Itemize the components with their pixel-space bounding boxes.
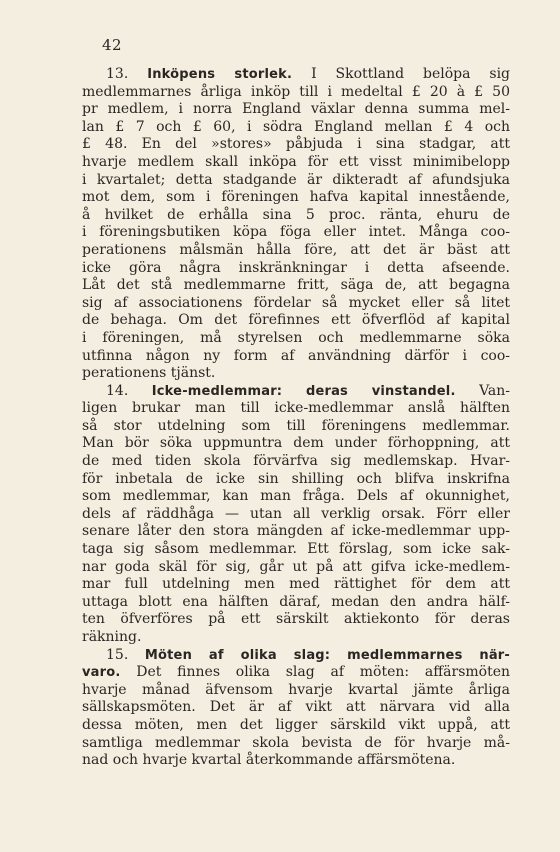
section-heading-continuation: varo.: [82, 665, 121, 681]
text-line: I Skottland belöpa sig: [311, 66, 511, 82]
text-line: sällskapsmöten. Det är af vikt att närvara vid alla: [82, 699, 510, 716]
section-number: 15.: [106, 646, 129, 663]
text-line: de behaga. Om det förefinnes ett öfverflöd af kapital: [82, 312, 510, 329]
text-line: för inbetala de icke sin shilling och blifva inskrifna: [82, 470, 510, 487]
text-line: samtliga medlemmar skola bevista de för hvarje må-: [82, 734, 510, 751]
text-line: sig af associationens fördelar så mycket eller så litet: [82, 294, 510, 311]
text-line: ligen brukar man till icke-medlemmar anslå hälften: [82, 400, 510, 417]
text-line: taga sig såsom medlemmar. Ett förslag, som icke sak-: [82, 541, 510, 558]
text-line: mot dem, som i föreningen hafva kapital innestående,: [82, 189, 510, 206]
text-line: dessa möten, men det ligger särskild vikt uppå, att: [82, 716, 510, 733]
section-number: 13.: [106, 66, 129, 82]
text-line: så stor utdelning som till föreningens medlemmar.: [82, 417, 510, 434]
section-heading: Icke-medlemmar: deras vinstandel.: [151, 383, 456, 399]
text-line: lan £ 7 och £ 60, i södra England mellan £ 4 och: [82, 118, 510, 135]
section-number: 14.: [106, 382, 129, 399]
text-line: medlemmarnes årliga inköp till i medeltal £ 20 à £ 50: [82, 83, 510, 100]
section-heading: Möten af olika slag: medlemmarnes när-: [144, 647, 511, 663]
text-line: i kvartalet; detta stadgande är dikteradt af afundsjuka: [82, 171, 510, 188]
page-number: 42: [102, 36, 123, 54]
text-line: hvarje månad äfvensom hvarje kvartal jämte årliga: [82, 681, 510, 698]
text-line: Det finnes olika slag af möten: affärsmöten: [136, 664, 511, 681]
text-line: nar goda skäl för sig, går ut på att gifva icke-medlem-: [82, 558, 510, 575]
text-line: nad och hvarje kvartal återkommande affärsmötena.: [82, 752, 456, 769]
text-line: pr medlem, i norra England växlar denna summa mel-: [82, 101, 510, 118]
text-line: i föreningsbutiken köpa föga eller intet. Många coo-: [82, 224, 510, 241]
text-line: icke göra några inskränkningar i detta afseende.: [82, 259, 510, 276]
text-line: uttaga blott ena hälften däraf, medan den andra hälf-: [82, 593, 510, 610]
section-heading: Inköpens storlek.: [147, 67, 293, 82]
text-line: senare låter den stora mängden af icke-medlemmar upp-: [82, 523, 510, 540]
text-line: utfinna någon ny form af användning därför i coo-: [82, 347, 510, 364]
text-line: mar full utdelning men med rättighet för dem att: [82, 576, 510, 593]
section-13-heading-line: [82, 66, 510, 84]
section-15-heading-line-2: [82, 664, 510, 682]
text-line: å hvilket de erhålla sina 5 proc. ränta, ehuru de: [82, 206, 510, 223]
text-line: Man bör söka uppmuntra dem under förhoppning, att: [82, 435, 510, 452]
text-line: som medlemmar, kan man fråga. Dels af okunnighet,: [82, 488, 510, 505]
text-line: räkning.: [82, 629, 142, 645]
text-line: perationens målsmän hålla före, att det är bäst att: [82, 241, 510, 258]
section-14-heading-line: [82, 383, 510, 401]
body-text: [82, 66, 510, 770]
text-line: i föreningen, må styrelsen och medlemmarne söka: [82, 329, 510, 346]
text-line: £ 48. En del »stores» påbjuda i sina stadgar, att: [82, 136, 510, 153]
text-line: dels af räddhåga — utan all verklig orsak. Förr eller: [82, 505, 510, 522]
section-15-heading-line: [82, 647, 510, 665]
text-line: Låt det stå medlemmarne fritt, säga de, att begagna: [82, 277, 510, 294]
text-line: de med tiden skola förvärfva sig medlemskap. Hvar-: [82, 453, 510, 470]
text-line: perationens tjänst.: [82, 365, 216, 382]
text-line: hvarje medlem skall inköpa för ett visst minimibelopp: [82, 153, 510, 170]
text-line: ten öfverföres på ett särskilt aktiekonto för deras: [82, 611, 510, 628]
text-line: Van-: [479, 382, 510, 399]
